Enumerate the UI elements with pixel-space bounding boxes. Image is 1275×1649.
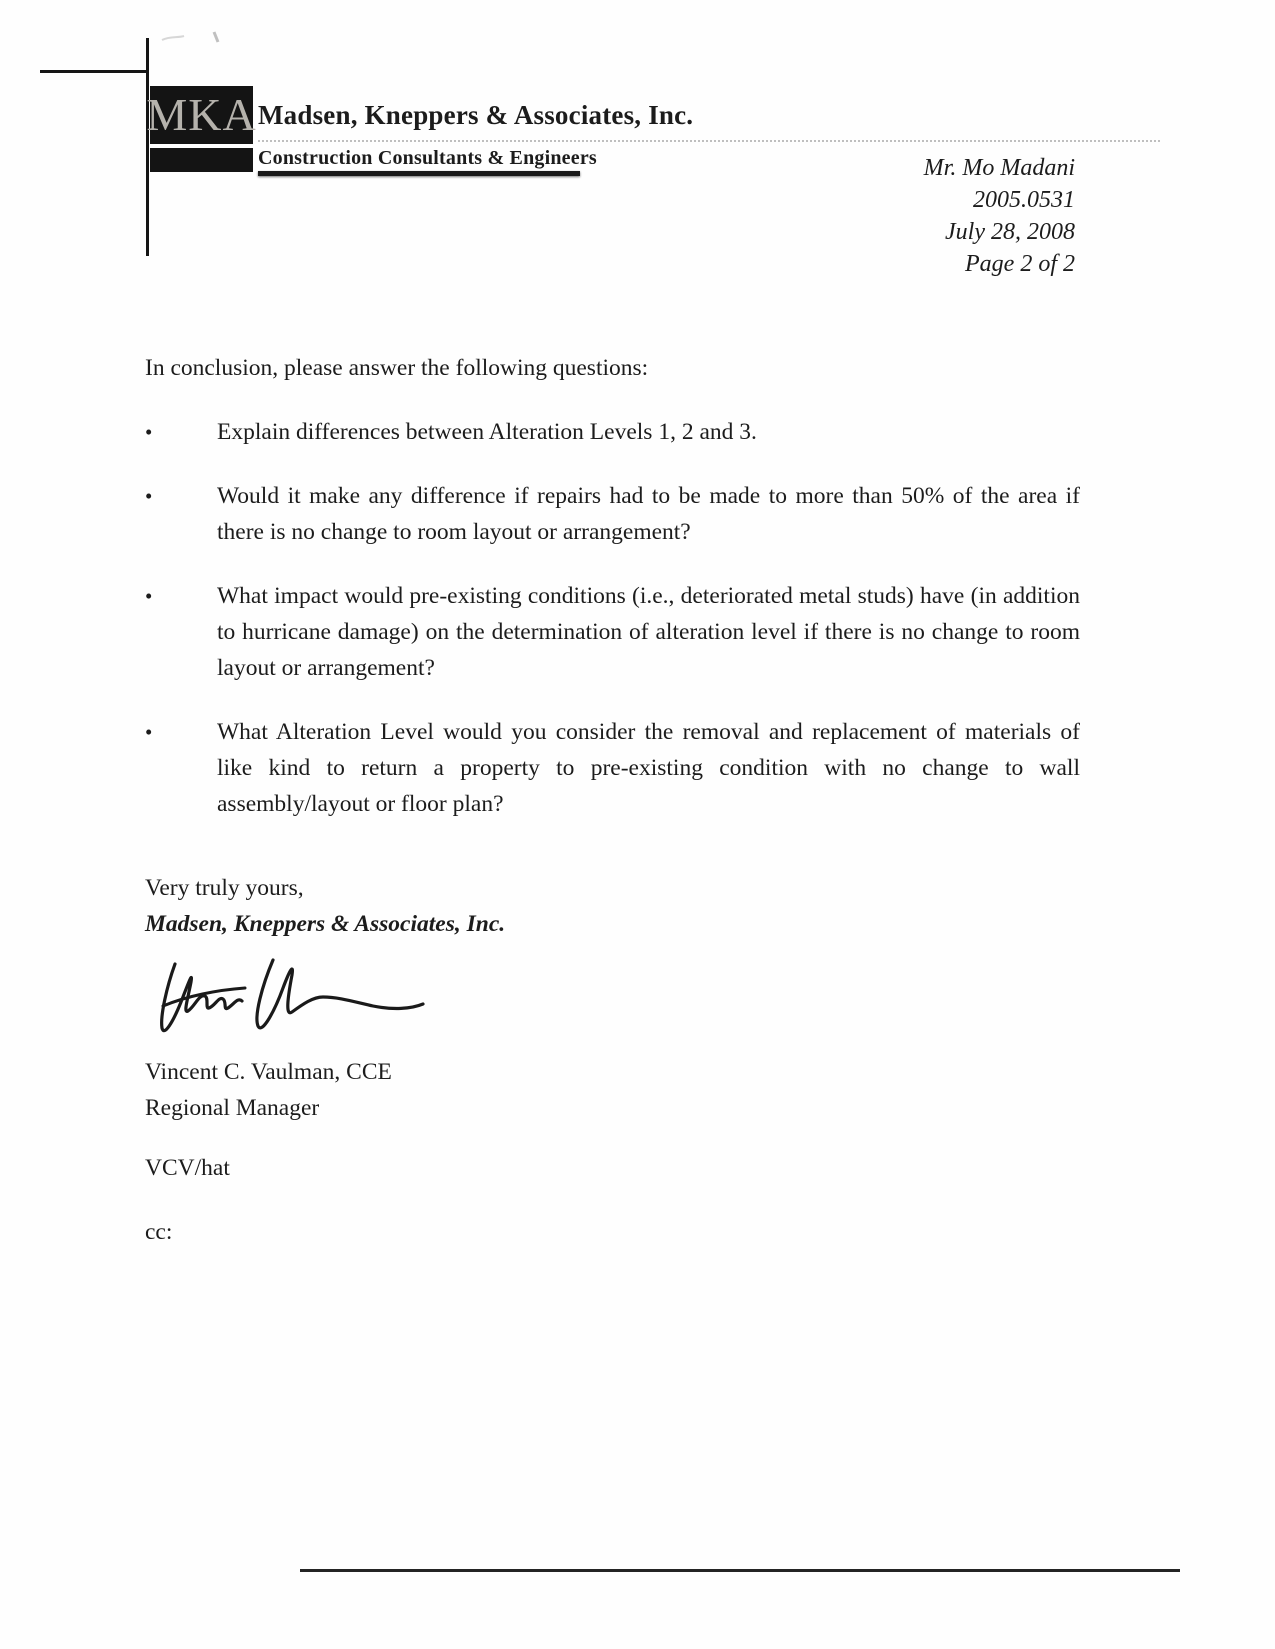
company-signature-line: Madsen, Kneppers & Associates, Inc. [145, 911, 506, 937]
company-name: Madsen, Kneppers & Associates, Inc. [258, 100, 694, 130]
cc-line: cc: [145, 1219, 173, 1245]
bullet-icon: • [145, 420, 153, 444]
typist-initials: VCV/hat [145, 1155, 230, 1181]
handwritten-signature [145, 944, 1080, 1054]
pencil-scribble-mark [158, 26, 228, 50]
recipient-name: Mr. Mo Madani [923, 155, 1075, 181]
reference-number: 2005.0531 [973, 187, 1075, 213]
letter-body [145, 350, 1080, 1250]
page-number: Page 2 of 2 [965, 251, 1075, 277]
signer-title: Regional Manager [145, 1095, 320, 1121]
header-divider-line [258, 140, 1160, 142]
signer-name: Vincent C. Vaulman, CCE [145, 1059, 392, 1085]
mka-logo [146, 86, 257, 144]
bullet-icon: • [145, 720, 153, 744]
crop-mark-horizontal [40, 70, 148, 73]
signature-icon [145, 944, 445, 1052]
mka-logo-strip [150, 148, 253, 172]
bullet-item [145, 414, 1080, 450]
tagline-underline-bar [258, 171, 580, 176]
letter-reference-block [924, 152, 1075, 280]
bullet-text: Explain differences between Alteration Levels 1, 2 and 3. [217, 419, 757, 445]
bullet-icon: • [145, 484, 153, 508]
bullet-text: Would it make any difference if repairs had to be made to more than 50% of the area if there is no change to room layout or arrangement? [217, 483, 1080, 545]
bullet-text: What impact would pre-existing conditions (i.e., deteriorated metal studs) have (in addition to hurricane damage) on the determination of alteration level if there is no change to room layout or arrangement? [217, 583, 1080, 681]
page-bottom-scan-line [300, 1569, 1180, 1572]
intro-paragraph: In conclusion, please answer the following questions: [145, 355, 649, 381]
bullet-item [145, 478, 1080, 550]
mka-logo-text: MKA [146, 89, 257, 140]
bullet-item [145, 714, 1080, 822]
letter-date: July 28, 2008 [945, 219, 1075, 245]
bullet-item [145, 578, 1080, 686]
bullet-text: What Alteration Level would you consider the removal and replacement of materials of like kind to return a property to pre-existing condition with no change to wall assembly/layout or floor plan? [217, 719, 1080, 817]
company-tagline: Construction Consultants & Engineers [258, 147, 597, 169]
bullet-icon: • [145, 584, 153, 608]
valediction: Very truly yours, [145, 875, 304, 901]
